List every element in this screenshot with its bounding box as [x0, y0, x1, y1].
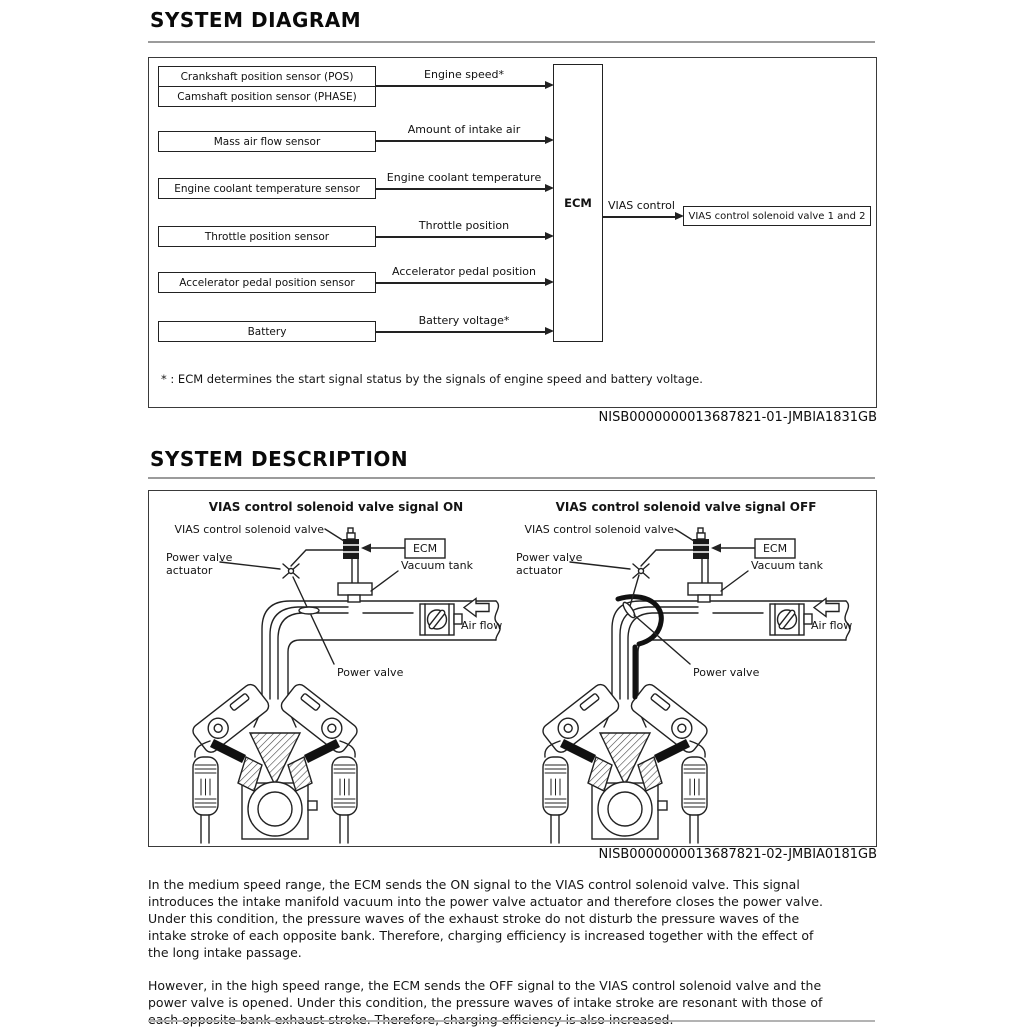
section-title-system-description: SYSTEM DESCRIPTION [150, 447, 409, 471]
vacuum-tank-label: Vacuum tank [401, 559, 474, 572]
text-line: In the medium speed range, the ECM sends the ON signal to the VIAS control solenoid valve. This signal [148, 877, 800, 892]
signal-arrow [376, 188, 545, 190]
air-flow-label: Air flow [811, 619, 853, 632]
sensor-label: Camshaft position sensor (PHASE) [159, 86, 375, 106]
sensor-label: Accelerator pedal position sensor [179, 276, 355, 289]
sensor-box-position-sensors [158, 66, 376, 107]
power-valve-actuator-label: actuator [166, 564, 213, 577]
diagram-title: VIAS control solenoid valve signal OFF [555, 500, 817, 514]
system-diagram-figure [148, 57, 877, 408]
signal-label: Accelerator pedal position [392, 265, 536, 278]
signal-label: Engine speed* [424, 68, 504, 81]
figure-footnote: * : ECM determines the start signal status by the signals of engine speed and battery voltage. [161, 372, 703, 386]
diagram-title: VIAS control solenoid valve signal ON [208, 500, 464, 514]
figure-reference-1: NISB0000000013687821-01-JMBIA1831GB [598, 410, 877, 425]
power-valve-icon [299, 607, 319, 614]
signal-label: Engine coolant temperature [386, 171, 542, 184]
sensor-label: Throttle position sensor [204, 230, 330, 243]
signal-label: Throttle position [418, 219, 510, 232]
diagram-signal-off [516, 500, 852, 843]
sensor-box-battery [158, 321, 376, 342]
diagram-signal-on [166, 500, 502, 843]
signal-arrow [376, 236, 545, 238]
sensor-label: Mass air flow sensor [213, 135, 321, 148]
sensor-label: Engine coolant temperature sensor [174, 182, 360, 195]
power-valve-actuator-label: Power valve [516, 551, 583, 564]
signal-label: Battery voltage* [418, 314, 510, 327]
text-line: introduces the intake manifold vacuum into the power valve actuator and therefore closes the power valve. [148, 894, 823, 909]
text-line: intake stroke of each opposite bank. Therefore, charging efficiency is increased together with the effect of [148, 928, 814, 943]
solenoid-valve-label: VIAS control solenoid valve [174, 523, 324, 536]
signal-arrow [376, 282, 545, 284]
vias-arrow [603, 216, 675, 218]
power-valve-label: Power valve [693, 666, 760, 679]
power-valve-actuator-label: actuator [516, 564, 563, 577]
signal-label: Amount of intake air [407, 123, 521, 136]
description-text [148, 876, 888, 1028]
signal-arrow [376, 85, 545, 87]
text-line: the long intake passage. [148, 945, 302, 960]
vacuum-tank-label: Vacuum tank [751, 559, 824, 572]
page-bottom-rule [148, 1020, 875, 1022]
sensor-box-tp [158, 226, 376, 247]
vias-operation-diagram [149, 491, 876, 844]
ecm-label: ECM [762, 542, 788, 555]
text-line: Under this condition, the pressure waves of the exhaust stroke do not disturb the pressure waves of the [148, 911, 800, 926]
signal-arrow [376, 140, 545, 142]
power-valve-actuator-label: Power valve [166, 551, 233, 564]
figure-reference-2: NISB0000000013687821-02-JMBIA0181GB [598, 847, 877, 862]
actuator-rod [293, 577, 307, 607]
text-line: power valve is opened. Under this condition, the pressure waves of intake stroke are resonant with those of [148, 995, 823, 1010]
vias-solenoid-box: VIAS control solenoid valve 1 and 2 [683, 206, 871, 226]
system-description-figure [148, 490, 877, 847]
paragraph [148, 876, 888, 961]
power-valve-label: Power valve [337, 666, 404, 679]
section-title-system-diagram: SYSTEM DIAGRAM [150, 8, 362, 32]
text-line: However, in the high speed range, the ECM sends the OFF signal to the VIAS control solenoid valve and the [148, 978, 822, 993]
sensor-box-ect [158, 178, 376, 199]
vias-control-label: VIAS control [608, 199, 675, 212]
sensor-box-app [158, 272, 376, 293]
sensor-label: Battery [247, 325, 287, 338]
ecm-box: ECM [553, 64, 603, 342]
signal-arrow [376, 331, 545, 333]
title-underline [148, 477, 875, 479]
solenoid-valve-label: VIAS control solenoid valve [524, 523, 674, 536]
sensor-box-maf [158, 131, 376, 152]
ecm-label: ECM [412, 542, 438, 555]
sensor-label: Crankshaft position sensor (POS) [180, 70, 354, 83]
title-underline [148, 41, 875, 43]
air-flow-label: Air flow [461, 619, 503, 632]
